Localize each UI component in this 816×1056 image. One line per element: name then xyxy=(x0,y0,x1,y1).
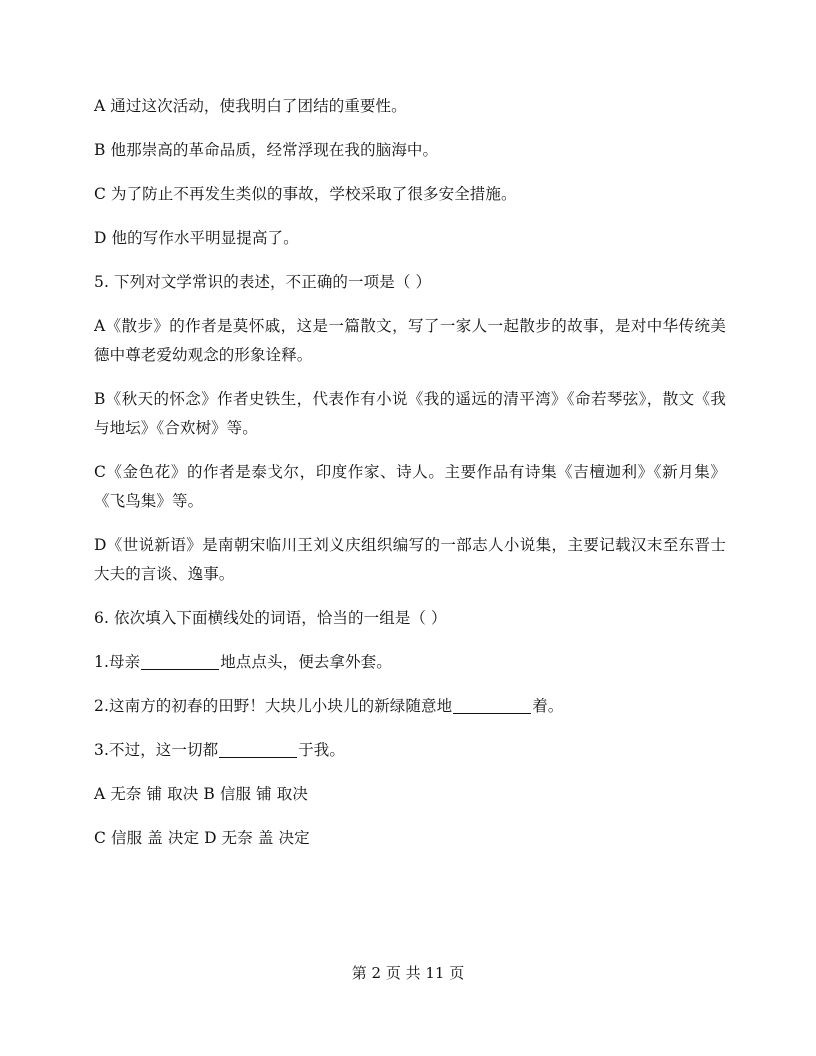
answer-options-cd: C 信服 盖 决定 D 无奈 盖 决定 xyxy=(94,829,310,847)
sentence-1-suffix: 地点点头，便去拿外套。 xyxy=(220,653,392,671)
sentence-3-suffix: 于我。 xyxy=(298,741,346,759)
page-number-footer: 第 2 页 共 11 页 xyxy=(351,964,465,982)
answer-options-ab: A 无奈 铺 取决 B 信服 铺 取决 xyxy=(94,785,308,803)
fill-blank-2 xyxy=(453,695,531,714)
fill-blank-3 xyxy=(219,739,297,758)
option-c-line: C 为了防止不再发生类似的事故，学校采取了很多安全措施。 xyxy=(94,185,517,203)
page-content xyxy=(94,92,726,868)
sentence-1-prefix: 1.母亲 xyxy=(94,653,141,671)
sentence-2-suffix: 着。 xyxy=(532,697,564,715)
question-5-option-b: B《秋天的怀念》作者史铁生，代表作有小说《我的遥远的清平湾》《命若琴弦》，散文《我与地坛》《合欢树》等。 xyxy=(94,390,726,437)
sentence-3 xyxy=(94,736,726,765)
fill-blank-1 xyxy=(141,651,219,670)
sentence-2-prefix: 2.这南方的初春的田野！大块儿小块儿的新绿随意地 xyxy=(94,697,453,715)
question-5-option-c: C《金色花》的作者是泰戈尔，印度作家、诗人。主要作品有诗集《吉檀迦利》《新月集》《飞鸟集》等。 xyxy=(94,463,726,510)
sentence-1 xyxy=(94,648,726,677)
option-b-line: B 他那崇高的革命品质，经常浮现在我的脑海中。 xyxy=(94,141,439,159)
option-a-line: A 通过这次活动，使我明白了团结的重要性。 xyxy=(94,97,407,115)
question-6: 6. 依次填入下面横线处的词语，恰当的一组是（ ） xyxy=(94,609,447,627)
question-5-option-a: A《散步》的作者是莫怀戚，这是一篇散文，写了一家人一起散步的故事，是对中华传统美德中尊老爱幼观念的形象诠释。 xyxy=(94,317,726,364)
question-5: 5. 下列对文学常识的表述，不正确的一项是（ ） xyxy=(94,273,432,291)
sentence-2 xyxy=(94,692,726,721)
question-5-option-d: D《世说新语》是南朝宋临川王刘义庆组织编写的一部志人小说集，主要记载汉末至东晋士大夫的言谈、逸事。 xyxy=(94,536,726,583)
option-d-line: D 他的写作水平明显提高了。 xyxy=(94,229,299,247)
sentence-3-prefix: 3.不过，这一切都 xyxy=(94,741,219,759)
